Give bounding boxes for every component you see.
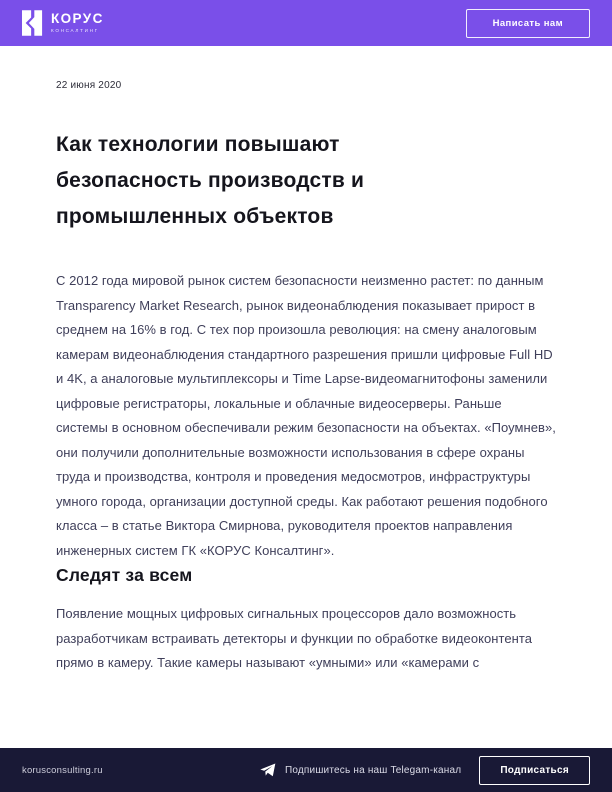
article-content [0, 46, 612, 676]
section-heading: Следят за всем [56, 565, 193, 585]
korus-logo-text [51, 12, 104, 33]
subscribe-button[interactable]: Подписаться [479, 756, 590, 785]
logo-subtitle: КОНСАЛТИНГ [51, 27, 99, 33]
bottom-footer-bar [0, 748, 612, 792]
telegram-subscribe-text: Подпишитесь на наш Telegam-канал [284, 764, 462, 776]
korus-logo[interactable] [22, 10, 104, 36]
contact-us-button[interactable]: Написать нам [466, 9, 590, 38]
telegram-subscribe-link[interactable] [260, 763, 461, 777]
article-paragraph-1: С 2012 года мировой рынок систем безопасности неизменно растет: по данным Transparency Market Research, рынок видеонаблюдения показывает прирост в среднем на 16% в год. С тех пор произошла революция: на смену аналоговым камерам видеонаблюдения стандартного разрешения пришли цифровые Full HD и 4K, а аналоговые мультиплексоры и Time Lapse-видеомагнитофоны заменили цифровые регистраторы, локальные и облачные видеосерверы. Раньше системы в основном обеспечивали режим безопасности на объектах. «Поумнев», они получили дополнительные возможности использования в сфере охраны труда и производства, контроля и проведения медосмотров, инфраструктуры умного города, организации доступной среды. Как работают решения подобного класса – в статье Виктора Смирнова, руководителя проектов направления инженерных систем ГК «КОРУС Консалтинг». [56, 273, 556, 558]
telegram-plane-icon [260, 763, 276, 777]
korus-logo-icon [22, 10, 43, 36]
article-title: Как технологии повышают безопасность производств и промышленных объектов [56, 133, 365, 228]
top-header-bar [0, 0, 612, 46]
logo-title: КОРУС [51, 11, 104, 27]
site-link[interactable]: korusconsulting.ru [22, 764, 103, 776]
article-date: 22 июня 2020 [56, 80, 122, 91]
article-paragraph-2: Появление мощных цифровых сигнальных процессоров дало возможность разработчикам встраивать детекторы и функции по обработке видеоконтента прямо в камеру. Такие камеры называют «умными» или «камерами с [56, 606, 532, 670]
